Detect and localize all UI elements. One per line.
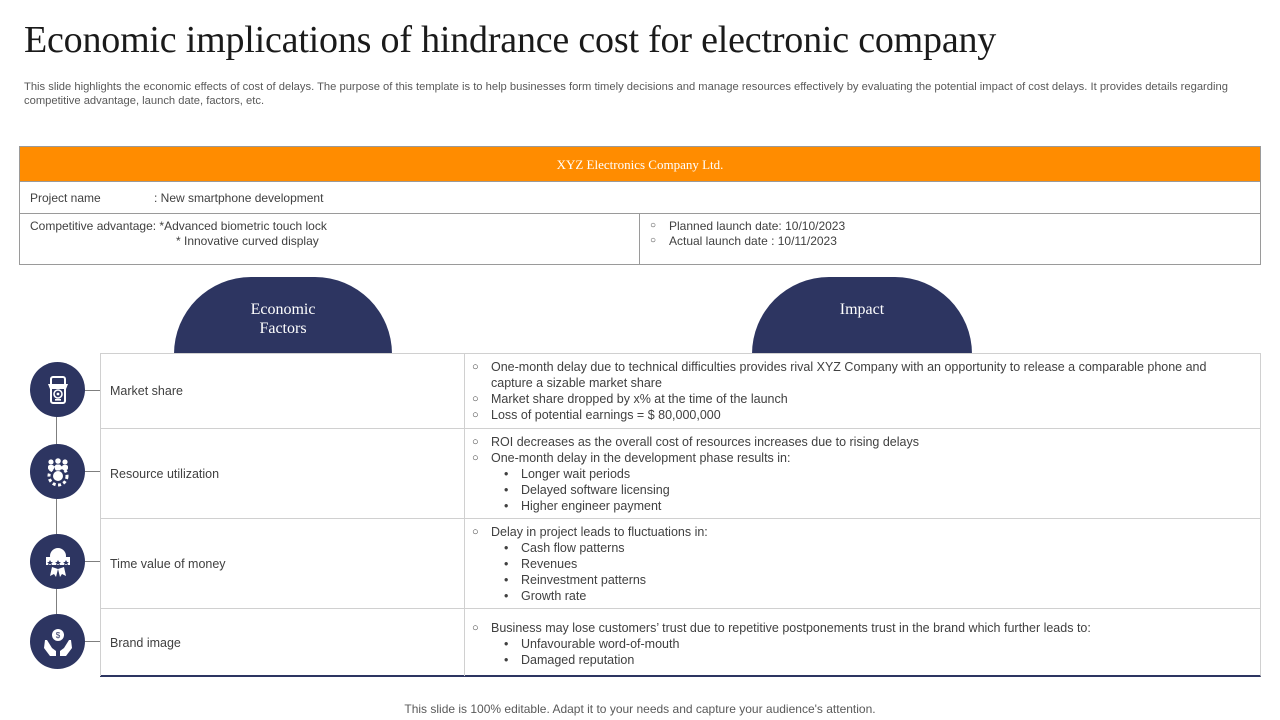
impact-point: ○ Business may lose customers’ trust due to repetitive postponements trust in the brand which further leads to: [472,620,1224,636]
impact-bullet: • Reinvestment patterns [472,572,1224,588]
project-name-value: : New smartphone development [154,191,324,205]
economic-factors-heading-line-1: Economic [250,301,316,318]
mobile-store-icon [30,362,85,417]
impact-point: ○ Loss of potential earnings = $ 80,000,000 [472,407,1224,423]
economic-factors-table [100,353,1261,677]
impact-point: ○ Delay in project leads to fluctuations in: [472,524,1224,540]
connector-line [84,390,100,391]
company-header: XYZ Electronics Company Ltd. [20,147,1260,182]
impact-point: ○ Market share dropped by x% at the time of the launch [472,391,1224,407]
project-name-label: Project name [30,191,101,205]
factor-label: Time value of money [100,519,465,608]
impact-point: ○ One-month delay due to technical difficulties provides rival XYZ Company with an opportunity to release a comparable phone and capture a sizable market share [472,359,1224,391]
economic-factors-heading [174,277,392,354]
factor-label: Brand image [100,609,465,676]
details-row [20,214,1260,265]
competitive-advantage-cell [20,214,640,265]
project-info-table [19,146,1261,265]
impact-heading [752,277,972,354]
table-row [100,354,1260,428]
planned-launch-date: ○ Planned launch date: 10/10/2023 [650,219,845,234]
impact-cell [472,620,1224,668]
project-name-row [20,182,1260,214]
actual-launch-date: ○ Actual launch date : 10/11/2023 [650,234,845,249]
competitive-advantage-line-2: * Innovative curved display [176,234,319,248]
money-badge-icon [30,534,85,589]
impact-bullet: • Unfavourable word-of-mouth [472,636,1224,652]
hands-coin-icon [30,614,85,669]
impact-bullet: • Cash flow patterns [472,540,1224,556]
impact-bullet: • Growth rate [472,588,1224,604]
slide-title: Economic implications of hindrance cost for electronic company [24,19,997,61]
competitive-advantage-line-1: Competitive advantage: *Advanced biometric touch lock [30,219,327,233]
timeline-line [56,388,57,642]
impact-bullet: • Damaged reputation [472,652,1224,668]
slide-description: This slide highlights the economic effects of cost of delays. The purpose of this template is to help businesses form timely decisions and manage resources effectively by evaluating the potential impact of cost delays. It provides details regarding competitive advantage, launch date, factors, etc. [24,81,1228,107]
factor-label: Resource utilization [100,429,465,518]
impact-bullet: • Higher engineer payment [472,498,1224,514]
economic-factors-heading-line-2: Factors [259,320,307,337]
impact-bullet: • Revenues [472,556,1224,572]
impact-cell [472,524,1224,604]
launch-dates-cell [650,219,845,248]
impact-point: ○ ROI decreases as the overall cost of resources increases due to rising delays [472,434,1224,450]
connector-line [84,471,100,472]
team-gear-icon [30,444,85,499]
impact-bullet: • Delayed software licensing [472,482,1224,498]
impact-point: ○ One-month delay in the development phase results in: [472,450,1224,466]
impact-heading-label: Impact [839,301,885,318]
impact-cell [472,434,1224,514]
footer-note: This slide is 100% editable. Adapt it to your needs and capture your audience's attention. [404,702,876,716]
table-row [100,518,1260,608]
table-row [100,428,1260,518]
table-row [100,608,1260,676]
factor-label: Market share [100,354,465,428]
impact-cell [472,359,1224,423]
connector-line [84,641,100,642]
svg-text:$: $ [55,630,60,640]
impact-bullet: • Longer wait periods [472,466,1224,482]
connector-line [84,561,100,562]
